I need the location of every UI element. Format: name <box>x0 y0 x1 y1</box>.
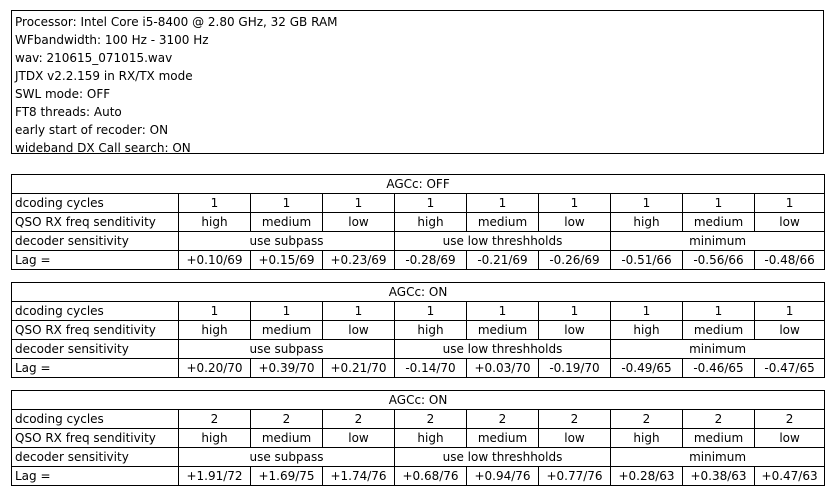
cycles-cell: 2 <box>611 410 683 429</box>
qso-cell: low <box>755 429 825 448</box>
qso-cell: low <box>755 213 825 232</box>
qso-cell: high <box>395 429 467 448</box>
qso-cell: low <box>539 213 611 232</box>
row-label-sensitivity: decoder sensitivity <box>12 448 179 467</box>
qso-cell: high <box>611 321 683 340</box>
lag-cell: +0.28/63 <box>611 467 683 486</box>
cycles-row <box>12 302 825 321</box>
cycles-cell: 2 <box>683 410 755 429</box>
sensitivity-cell: use low threshholds <box>395 340 611 359</box>
lag-cell: +0.39/70 <box>251 359 323 378</box>
lag-cell: +1.74/76 <box>323 467 395 486</box>
qso-cell: high <box>179 429 251 448</box>
lag-cell: +0.94/76 <box>467 467 539 486</box>
lag-cell: -0.26/69 <box>539 251 611 270</box>
lag-cell: -0.28/69 <box>395 251 467 270</box>
qso-cell: low <box>755 321 825 340</box>
info-ft8-threads: FT8 threads: Auto <box>15 105 122 119</box>
lag-cell: -0.47/65 <box>755 359 825 378</box>
row-label-qso: QSO RX freq senditivity <box>12 429 179 448</box>
qso-cell: low <box>539 429 611 448</box>
table-title-row <box>12 391 825 410</box>
lag-cell: -0.56/66 <box>683 251 755 270</box>
cycles-cell: 2 <box>251 410 323 429</box>
lag-cell: +0.21/70 <box>323 359 395 378</box>
lag-cell: +0.15/69 <box>251 251 323 270</box>
cycles-cell: 2 <box>539 410 611 429</box>
cycles-cell: 2 <box>755 410 825 429</box>
cycles-row <box>12 194 825 213</box>
cycles-cell: 2 <box>323 410 395 429</box>
row-label-cycles: dcoding cycles <box>12 302 179 321</box>
lag-row <box>12 251 825 270</box>
results-table-agc-off <box>11 174 825 270</box>
cycles-cell: 1 <box>323 194 395 213</box>
lag-cell: +0.47/63 <box>755 467 825 486</box>
lag-cell: -0.48/66 <box>755 251 825 270</box>
table-title-row <box>12 283 825 302</box>
cycles-cell: 1 <box>755 302 825 321</box>
lag-cell: +0.20/70 <box>179 359 251 378</box>
qso-cell: medium <box>683 321 755 340</box>
lag-cell: -0.14/70 <box>395 359 467 378</box>
qso-cell: high <box>395 213 467 232</box>
cycles-cell: 1 <box>251 302 323 321</box>
qso-cell: low <box>323 429 395 448</box>
lag-row <box>12 359 825 378</box>
lag-cell: -0.21/69 <box>467 251 539 270</box>
lag-cell: -0.49/65 <box>611 359 683 378</box>
qso-cell: medium <box>251 321 323 340</box>
qso-cell: low <box>323 213 395 232</box>
qso-cell: medium <box>683 429 755 448</box>
table-title-row <box>12 175 825 194</box>
cycles-cell: 1 <box>467 302 539 321</box>
sensitivity-cell: minimum <box>611 340 825 359</box>
cycles-cell: 1 <box>467 194 539 213</box>
qso-cell: low <box>323 321 395 340</box>
cycles-cell: 1 <box>611 194 683 213</box>
info-processor: Processor: Intel Core i5-8400 @ 2.80 GHz, 32 GB RAM <box>15 15 338 29</box>
cycles-cell: 2 <box>395 410 467 429</box>
sensitivity-cell: minimum <box>611 448 825 467</box>
cycles-cell: 1 <box>539 302 611 321</box>
row-label-sensitivity: decoder sensitivity <box>12 340 179 359</box>
lag-cell: +1.91/72 <box>179 467 251 486</box>
lag-cell: +1.69/75 <box>251 467 323 486</box>
cycles-cell: 1 <box>179 302 251 321</box>
table-title: AGCc: OFF <box>12 175 825 194</box>
row-label-cycles: dcoding cycles <box>12 194 179 213</box>
info-wideband-search: wideband DX Call search: ON <box>15 141 191 155</box>
cycles-cell: 1 <box>323 302 395 321</box>
lag-cell: +0.23/69 <box>323 251 395 270</box>
row-label-lag: Lag = <box>12 251 179 270</box>
qso-cell: medium <box>683 213 755 232</box>
lag-cell: +0.03/70 <box>467 359 539 378</box>
qso-cell: medium <box>251 213 323 232</box>
sensitivity-cell: minimum <box>611 232 825 251</box>
qso-cell: low <box>539 321 611 340</box>
row-label-qso: QSO RX freq senditivity <box>12 321 179 340</box>
cycles-cell: 1 <box>611 302 683 321</box>
cycles-cell: 1 <box>539 194 611 213</box>
decoder-sensitivity-row <box>12 340 825 359</box>
results-table-agc-on-1 <box>11 282 825 378</box>
info-jtdx-version: JTDX v2.2.159 in RX/TX mode <box>15 69 193 83</box>
qso-sensitivity-row <box>12 213 825 232</box>
info-bandwidth: WFbandwidth: 100 Hz - 3100 Hz <box>15 33 209 47</box>
qso-cell: high <box>611 429 683 448</box>
cycles-cell: 1 <box>683 302 755 321</box>
lag-cell: +0.77/76 <box>539 467 611 486</box>
qso-cell: high <box>179 321 251 340</box>
lag-cell: +0.38/63 <box>683 467 755 486</box>
results-table-agc-on-2 <box>11 390 825 486</box>
qso-sensitivity-row <box>12 321 825 340</box>
row-label-cycles: dcoding cycles <box>12 410 179 429</box>
qso-cell: high <box>179 213 251 232</box>
sensitivity-cell: use subpass <box>179 448 395 467</box>
row-label-sensitivity: decoder sensitivity <box>12 232 179 251</box>
sensitivity-cell: use subpass <box>179 232 395 251</box>
lag-cell: +0.10/69 <box>179 251 251 270</box>
info-wav-file: wav: 210615_071015.wav <box>15 51 173 65</box>
decoder-sensitivity-row <box>12 232 825 251</box>
info-swl-mode: SWL mode: OFF <box>15 87 111 101</box>
lag-cell: +0.68/76 <box>395 467 467 486</box>
row-label-qso: QSO RX freq senditivity <box>12 213 179 232</box>
sensitivity-cell: use low threshholds <box>395 448 611 467</box>
lag-cell: -0.19/70 <box>539 359 611 378</box>
cycles-cell: 1 <box>251 194 323 213</box>
qso-cell: medium <box>467 213 539 232</box>
cycles-cell: 1 <box>179 194 251 213</box>
qso-cell: high <box>395 321 467 340</box>
decoder-sensitivity-row <box>12 448 825 467</box>
qso-cell: high <box>611 213 683 232</box>
qso-sensitivity-row <box>12 429 825 448</box>
cycles-cell: 1 <box>755 194 825 213</box>
cycles-row <box>12 410 825 429</box>
table-title: AGCc: ON <box>12 391 825 410</box>
cycles-cell: 1 <box>395 194 467 213</box>
lag-cell: -0.46/65 <box>683 359 755 378</box>
cycles-cell: 2 <box>179 410 251 429</box>
info-early-start: early start of recoder: ON <box>15 123 169 137</box>
qso-cell: medium <box>467 429 539 448</box>
row-label-lag: Lag = <box>12 467 179 486</box>
lag-row <box>12 467 825 486</box>
cycles-cell: 1 <box>395 302 467 321</box>
system-info-box <box>11 10 824 154</box>
row-label-lag: Lag = <box>12 359 179 378</box>
sensitivity-cell: use low threshholds <box>395 232 611 251</box>
cycles-cell: 2 <box>467 410 539 429</box>
qso-cell: medium <box>251 429 323 448</box>
table-title: AGCc: ON <box>12 283 825 302</box>
sensitivity-cell: use subpass <box>179 340 395 359</box>
lag-cell: -0.51/66 <box>611 251 683 270</box>
cycles-cell: 1 <box>683 194 755 213</box>
qso-cell: medium <box>467 321 539 340</box>
